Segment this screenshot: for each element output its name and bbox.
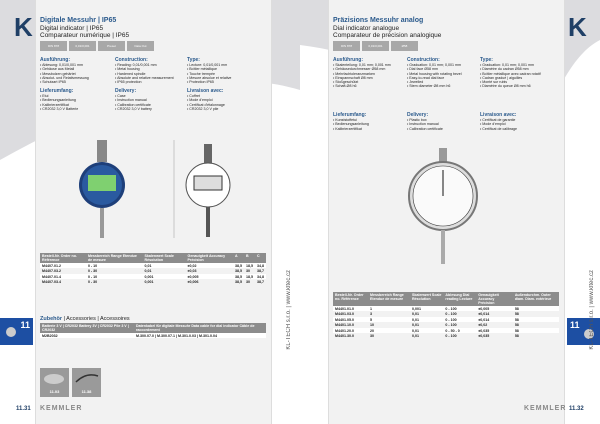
spec-item: • Monté sur rubis [480, 80, 508, 85]
feature-badge: 0,01/0,001 [362, 41, 389, 51]
table-cell: ±0,02 [478, 323, 488, 328]
spec-text: Schaft-Ø8 h6 [335, 84, 357, 89]
spec-item: • Touche trempée [187, 71, 215, 76]
table-cell: 0 - 10 [86, 263, 143, 268]
dial-icon [6, 327, 16, 337]
table-header [333, 292, 559, 306]
column-header: C [255, 253, 266, 263]
thumb-label: 11.38 [81, 389, 92, 394]
table-cell: 0,001 [410, 306, 443, 311]
table-cell: M2B2032 [40, 333, 134, 338]
spec-item: • Kunststoffetui [333, 118, 357, 122]
spec-heading: Lieferumfang: [333, 112, 367, 118]
spec-text: Mesure absolue et relative [189, 75, 232, 80]
spec-column [333, 112, 403, 131]
spec-item: • Schaft-Ø8 h6 [333, 84, 357, 89]
spec-item: • Graduation: 0,01 mm; 0,001 mm [480, 63, 534, 67]
spec-text: Lecture: 0,01/0,001 mm [189, 63, 228, 67]
table-cell: M4407.03.2 [42, 269, 61, 274]
spec-text: Graduation: 0,01 mm; 0,001 mm [409, 63, 461, 67]
table-cell: 58 [513, 328, 559, 333]
brand-logo: K [568, 12, 587, 42]
spec-column [40, 88, 110, 111]
spec-text: Instruction manual [409, 122, 439, 127]
spec-text: Schutzart IP65 [42, 80, 66, 85]
table-cell: ±0,006 [187, 280, 199, 285]
title-fr: Comparateur de précision analogique [333, 32, 442, 39]
spec-item: • Bedienungsanleitung [40, 98, 76, 103]
spec-item: • Absolut- und Relativmessung [40, 75, 89, 80]
spec-item: • CR2032 3,0 V Batterie [40, 106, 79, 111]
spec-text: Hardened spindle [117, 71, 146, 76]
spec-text: IP65 protection [117, 80, 142, 85]
spec-item: • Certificat de garantie [480, 118, 516, 122]
column-header: Skalenwert Scale Résolution [143, 253, 186, 263]
spec-text: Skalenteilung: 0,01 mm; 0,001 mm [335, 63, 391, 67]
page-number: 11.32 [569, 406, 584, 412]
spec-text: Absolute and relative measurement [117, 75, 174, 80]
product-table [333, 292, 559, 339]
feature-badge: Preset [98, 41, 125, 51]
table-cell: M4407.01.4 [40, 274, 86, 279]
spec-text: Etui [42, 94, 49, 98]
spec-text: Mode d'emploi [482, 122, 506, 127]
product-table [40, 253, 266, 285]
table-cell: M4401.30.0 [335, 334, 354, 339]
table-cell: 0,01 [411, 312, 419, 317]
column-header: Messbereich Range Etendue de mesure [86, 253, 143, 263]
spec-heading: Ausführung: [333, 57, 363, 63]
spec-text: Diamètre du cadran Ø58 mm [482, 67, 529, 72]
spec-text: Case [117, 94, 126, 98]
spec-item: • Ablesung: 0,01/0,001 mm [40, 63, 84, 67]
spec-text: Mode d'emploi [189, 98, 213, 103]
table-cell: ±0,03 [187, 269, 197, 274]
spec-item: • Jewelled [407, 80, 424, 85]
accessories-subtitle: | Accessories | Accessoires [62, 316, 130, 322]
spec-item: • Coffret [187, 94, 200, 98]
table-header [40, 323, 266, 333]
chapter-tab[interactable] [0, 318, 33, 345]
title-en: Digital indicator | IP65 [40, 24, 104, 32]
accessories-title: Zubehör [40, 316, 62, 322]
column-header: Batterie 3 V | CR2032 Battery 3V | CR2032 Pile 3 V | CR2032 [40, 323, 134, 333]
table-cell: 38,5 [234, 280, 242, 285]
spec-text: Certificat d'étalonnage [189, 102, 225, 107]
spec-item: • Einspannschaft Ø8 mm [333, 75, 373, 80]
spec-heading: Construction: [115, 57, 148, 63]
thumb-label: 11.03 [49, 389, 60, 394]
table-cell: 3 [370, 312, 373, 317]
table-cell: 58 [513, 306, 559, 311]
spec-heading: Lieferumfang: [40, 88, 74, 94]
spec-column [115, 57, 185, 84]
page-number: 11.31 [16, 406, 31, 412]
table-cell: 1 [368, 306, 410, 311]
spec-text: Certificat de calibrage [482, 126, 518, 131]
spec-item: • Cadran gradué | aiguilles [480, 75, 523, 80]
table-cell: 58 [514, 334, 519, 339]
spec-text: Bedienungsanleitung [335, 122, 369, 127]
table-cell: 38,5 [234, 269, 242, 274]
table-cell: M4401.01.0 [333, 306, 368, 311]
spec-text: Ablesung: 0,01/0,001 mm [42, 63, 84, 67]
spec-item: • Diamètre du cadran Ø58 mm [480, 67, 529, 72]
table-cell: M.300.07.0 | M.300.07.1 | M.301.0.03 | M.301.0.04 [134, 333, 266, 338]
spec-text: Kalibrierzertifikat [335, 126, 362, 131]
column-header: Genauigkeit Accuracy Précision [476, 292, 513, 306]
table-cell: M4401.05.0 [333, 317, 368, 322]
spec-text: Coffret [189, 94, 200, 98]
spec-text: Graduation: 0,01 mm; 0,001 mm [482, 63, 534, 67]
spec-item: • Bedienungsanleitung [333, 122, 369, 127]
spec-text: Einspannschaft Ø8 mm [335, 75, 373, 80]
spec-text: Stoßgeschützt [335, 80, 359, 85]
spec-column [187, 57, 257, 84]
spec-item: • Certificat d'étalonnage [187, 102, 225, 107]
table-cell: 34,8 [255, 263, 266, 268]
spec-item: • Instruction manual [115, 98, 147, 103]
dial-indicator-photo [400, 148, 490, 268]
table-cell: 10 [370, 323, 375, 328]
spec-item: • CR2032 3,0 V pile [187, 106, 219, 111]
spec-column [115, 88, 185, 111]
table-cell: 30 [245, 280, 250, 285]
table-cell: ±0,005 [476, 306, 513, 311]
spec-heading: Livraison avec: [480, 112, 517, 118]
spec-item: • Etui [40, 94, 49, 98]
spec-text: Mehrfachtoleranzmarken [335, 71, 376, 76]
spec-item: • Easy-to-read dial face [407, 75, 445, 80]
table-cell: 0,001 [144, 280, 154, 285]
product-title [333, 17, 441, 40]
column-header: Datenkabel für digitale Messuhr Data cable for dial indicator Câble de raccordement [134, 323, 266, 333]
table-cell: 0,01 [411, 323, 419, 328]
spec-text: Gehäuse aus Metall [42, 67, 75, 72]
spec-text: Cadran gradué | aiguilles [482, 75, 523, 80]
spec-item: • Instruction manual [407, 122, 439, 127]
spec-item: • Case [115, 94, 126, 98]
accessories-heading [40, 316, 130, 322]
table-cell: 0,01 [411, 334, 419, 339]
spec-heading: Ausführung: [40, 57, 70, 63]
feature-badge: DIN 878 [40, 41, 67, 51]
table-cell: 0 - 30 [87, 280, 98, 285]
table-cell: ±0,005 [186, 274, 233, 279]
title-en: Dial indicator analogue [333, 24, 400, 32]
spec-item: • Boîtier métallique [187, 67, 218, 72]
column-header: Bestell-Nr. Order no. Référence [333, 292, 368, 306]
spec-text: Kunststoffetui [335, 118, 357, 122]
spec-item: • Calibration certificate [407, 126, 443, 131]
spec-item: • Boîtier métallique avec cadran rotatif [480, 71, 541, 76]
spec-item: • Lecture: 0,01/0,001 mm [187, 63, 228, 67]
column-header: Außendurchm. Outer diam. Diam. extérieur [513, 292, 559, 306]
spec-item: • Mesure absolue et relative [187, 75, 232, 80]
table-cell: M4401.20.0 [333, 328, 368, 333]
spec-item: • Diamètre du queue Ø8 mm h6 [480, 84, 531, 89]
table-cell: M4401.10.0 [335, 323, 354, 328]
spec-text: Monté sur rubis [482, 80, 508, 85]
table-cell: M4401.03.0 [335, 312, 354, 317]
table-cell: 0,01 [410, 317, 443, 322]
chapter-number: 11 [570, 320, 580, 330]
column-header: Ablesung Dial reading Lecture [443, 292, 476, 306]
table-cell: ±0,014 [478, 312, 490, 317]
spec-item: • Graduation: 0,01 mm; 0,001 mm [407, 63, 461, 67]
spec-item: • Certificat de calibrage [480, 126, 518, 131]
column-header: Messbereich Range Etendue de mesure [368, 292, 410, 306]
spec-text: Instruction manual [117, 98, 147, 103]
table-cell: M4407.01.2 [40, 263, 86, 268]
spec-text: CR2032 3,0 V Batterie [42, 106, 79, 111]
spec-heading: Type: [480, 57, 493, 63]
column-header: Bestell-Nr. Order no. Référence [40, 253, 86, 263]
spec-text: Boîtier métallique avec cadran rotatif [482, 71, 541, 76]
table-cell: 20 [368, 328, 410, 333]
spec-column [480, 57, 550, 89]
spec-item: • Reading: 0,01/0,001 mm [115, 63, 157, 67]
column-header: Genauigkeit Accuracy Précision [186, 253, 233, 263]
spec-heading: Livraison avec: [187, 88, 224, 94]
feature-badge: DIN 878 [333, 41, 360, 51]
spec-item: • Messbolzen gehärtet [40, 71, 76, 76]
table-cell: 38,5 [234, 274, 242, 279]
spec-column [480, 112, 550, 131]
spec-text: Metal housing with rotating bezel [409, 71, 462, 76]
feature-badge: Ø58 [391, 41, 418, 51]
spec-item: • Gehäuse aus Metall [40, 67, 75, 72]
spec-item: • Metal housing with rotating bezel [407, 71, 462, 76]
table-cell: 38,7 [256, 269, 264, 274]
accessory-thumb-cable[interactable] [72, 368, 101, 397]
spec-item: • Mehrfachtoleranzmarken [333, 71, 376, 76]
table-cell: 0 - 100 [445, 334, 457, 339]
table-cell: 18,5 [245, 263, 253, 268]
spec-text: Touche trempée [189, 71, 215, 76]
table-cell: 0 - 100 [443, 317, 476, 322]
spec-item: • CR2032 3,0 V battery [115, 106, 152, 111]
table-cell: 0 - 100 [443, 306, 476, 311]
spec-text: Certificat de garantie [482, 118, 516, 122]
spec-item: • Absolute and relative measurement [115, 75, 174, 80]
product-images [70, 140, 250, 240]
accessories-table [40, 323, 266, 338]
table-cell: 0 - 100 [445, 312, 457, 317]
table-cell: 18,5 [245, 274, 253, 279]
spec-item: • Calibration certificate [115, 102, 151, 107]
spec-text: Kalibrierzertifikat [42, 102, 69, 107]
spec-item: • Stoßgeschützt [333, 80, 359, 85]
title-de: Digitale Messuhr | IP65 [40, 17, 117, 24]
spec-item: • Skalenteilung: 0,01 mm; 0,001 mm [333, 63, 391, 67]
table-cell: 0 - 100 [445, 323, 457, 328]
column-header: B [244, 253, 255, 263]
spec-column [407, 112, 477, 131]
spec-text: Stem diameter Ø8 mm h6 [409, 84, 451, 89]
table-cell: M4407.03.4 [42, 280, 61, 285]
spec-text: Calibration certificate [409, 126, 443, 131]
table-cell: 30 [370, 334, 375, 339]
table-cell: ±0,02 [186, 263, 233, 268]
spec-text: Absolut- und Relativmessung [42, 75, 89, 80]
title-de: Präzisions Messuhr analog [333, 17, 424, 24]
side-text: KL-TECH s.r.o. | www.kltec.cz [286, 270, 292, 350]
spec-item: • Kalibrierzertifikat [333, 126, 362, 131]
feature-badge: 0,01/0,001 [69, 41, 96, 51]
spec-text: Protection IP65 [189, 80, 214, 85]
table-cell: 38,5 [234, 263, 242, 268]
table-cell: 0 - 10 [86, 274, 143, 279]
table-cell: ±0,035 [476, 328, 513, 333]
spec-column [407, 57, 477, 89]
spec-item: • Hardened spindle [115, 71, 146, 76]
table-cell: 0,01 [143, 263, 186, 268]
spec-item: • Protection IP65 [187, 80, 214, 85]
technical-drawing [174, 140, 230, 238]
column-header: A [233, 253, 244, 263]
feature-badge: Data Out [127, 41, 154, 51]
table-cell: 0 - 50 - 0 [443, 328, 476, 333]
digital-indicator-photo [79, 140, 125, 238]
spec-heading: Delivery: [407, 112, 429, 118]
spec-text: Diamètre du queue Ø8 mm h6 [482, 84, 531, 89]
spec-text: CR2032 3,0 V pile [189, 106, 219, 111]
spec-item: • Kalibrierzertifikat [40, 102, 69, 107]
table-cell: 0,001 [143, 274, 186, 279]
feature-badges [333, 41, 418, 51]
spec-item: • Schutzart IP65 [40, 80, 66, 85]
table-cell: ±0,035 [478, 334, 490, 339]
accessory-thumb-battery[interactable] [40, 368, 69, 397]
brand-name: KEMMLER [524, 405, 567, 412]
spec-text: CR2032 3,0 V battery [117, 106, 152, 111]
table-cell: 0,01 [410, 328, 443, 333]
spec-heading: Type: [187, 57, 200, 63]
spec-item: • Stem diameter Ø8 mm h6 [407, 84, 451, 89]
spec-text: Reading: 0,01/0,001 mm [117, 63, 157, 67]
title-fr: Comparateur numérique | IP65 [40, 32, 130, 39]
spec-item: • Mode d'emploi [187, 98, 213, 103]
spec-item: • Dial face Ø58 mm [407, 67, 439, 72]
spec-text: Messbolzen gehärtet [42, 71, 76, 76]
feature-badges [40, 41, 154, 51]
table-header [40, 253, 266, 263]
spec-item: • Gehäusedurchmesser Ø58 mm [333, 67, 386, 72]
table-cell: 58 [514, 312, 519, 317]
table-cell: 5 [368, 317, 410, 322]
spec-column [40, 57, 110, 84]
brand-logo: K [14, 12, 33, 42]
column-header: Skalenwert Scale Résolution [410, 292, 443, 306]
spec-column [187, 88, 257, 111]
table-row [40, 333, 266, 338]
product-title [40, 17, 129, 40]
chapter-tab[interactable] [567, 318, 600, 345]
table-cell: 38,7 [256, 280, 264, 285]
spec-text: Jewelled [409, 80, 424, 85]
side-text: KL-TECH s.r.o. | www.kltec.cz [589, 270, 595, 350]
spec-item: • Mode d'emploi [480, 122, 506, 127]
table-row [40, 279, 266, 284]
spec-text: Bedienungsanleitung [42, 98, 76, 103]
spec-text: Calibration certificate [117, 102, 151, 107]
table-cell: 58 [513, 317, 559, 322]
table-cell: 34,8 [255, 274, 266, 279]
spec-heading: Construction: [407, 57, 440, 63]
spec-text: Metal housing [117, 67, 140, 72]
table-cell: 30 [245, 269, 250, 274]
spec-text: Plastic box [409, 118, 427, 122]
spec-item: • Plastic box [407, 118, 427, 122]
spec-text: Boîtier métallique [189, 67, 218, 72]
table-cell: 0,01 [144, 269, 152, 274]
spec-text: Gehäusedurchmesser Ø58 mm [335, 67, 386, 72]
spec-text: Easy-to-read dial face [409, 75, 445, 80]
brand-name: KEMMLER [40, 405, 83, 412]
spec-column [333, 57, 403, 89]
table-cell: 58 [514, 323, 519, 328]
table-cell: ±0,014 [476, 317, 513, 322]
spec-text: Dial face Ø58 mm [409, 67, 439, 72]
spec-item: • IP65 protection [115, 80, 142, 85]
spec-item: • Metal housing [115, 67, 140, 72]
table-cell: 0 - 30 [87, 269, 98, 274]
spec-heading: Delivery: [115, 88, 137, 94]
chapter-number: 11 [20, 320, 30, 330]
table-row [333, 333, 559, 338]
